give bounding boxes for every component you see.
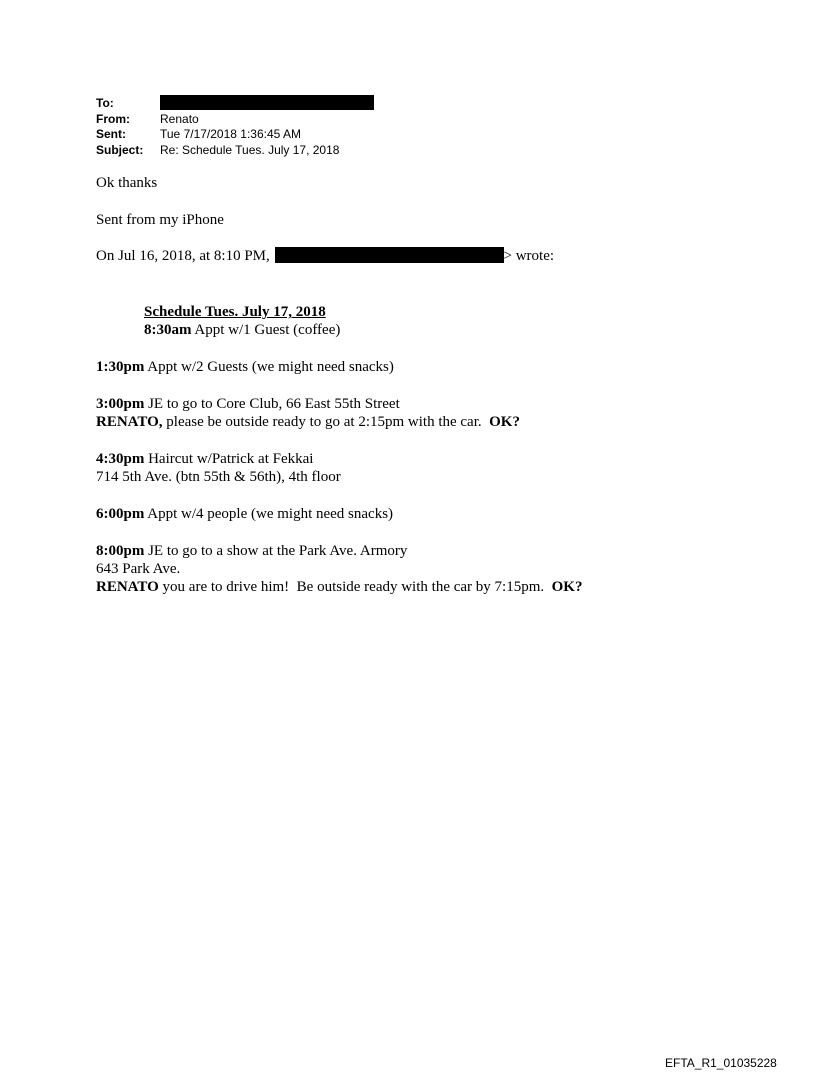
quote-suffix: > wrote: (503, 248, 555, 264)
sent-row (96, 127, 374, 143)
item-time: 4:30pm (96, 451, 145, 467)
schedule-item (96, 395, 400, 414)
note-text: you are to drive him! Be outside ready with the car by 7:15pm. (158, 579, 552, 595)
document-id: EFTA_R1_01035228 (665, 1056, 777, 1070)
schedule-item (96, 505, 393, 524)
note-ok: OK? (551, 579, 583, 595)
item-text: Appt w/4 people (we might need snacks) (144, 506, 394, 522)
item-text: JE to go to a show at the Park Ave. Armory (144, 543, 408, 559)
schedule-title (144, 303, 326, 322)
item-text: Appt w/1 Guest (coffee) (191, 322, 341, 338)
from-row (96, 112, 374, 128)
note-name: RENATO, (96, 414, 163, 430)
subject-value: Re: Schedule Tues. July 17, 2018 (160, 142, 340, 157)
item-address: 643 Park Ave. (96, 561, 181, 577)
item-text: Appt w/2 Guests (we might need snacks) (144, 359, 394, 375)
item-time: 3:00pm (96, 396, 145, 412)
item-time: 1:30pm (96, 359, 145, 375)
item-time: 8:00pm (96, 543, 145, 559)
schedule-item (96, 450, 313, 469)
from-label: From: (96, 111, 130, 126)
quote-prefix: On Jul 16, 2018, at 8:10 PM, (96, 248, 270, 264)
note-ok: OK? (489, 414, 520, 430)
schedule-item (96, 358, 394, 377)
item-time: 6:00pm (96, 506, 145, 522)
item-text: Haircut w/Patrick at Fekkai (144, 451, 314, 467)
item-text: JE to go to Core Club, 66 East 55th Street (144, 396, 400, 412)
sent-label: Sent: (96, 127, 126, 141)
schedule-item (96, 542, 407, 561)
from-value: Renato (160, 111, 199, 126)
sent-value: Tue 7/17/2018 1:36:45 AM (160, 127, 301, 141)
sender-redaction (275, 247, 504, 263)
reply-text: Ok thanks (96, 175, 158, 191)
item-address: 714 5th Ave. (btn 55th & 56th), 4th floor (96, 469, 341, 485)
to-label: To: (96, 96, 114, 110)
schedule-item (144, 321, 340, 340)
subject-row (96, 143, 374, 159)
subject-label: Subject: (96, 142, 144, 157)
to-row (96, 96, 374, 112)
signature-text: Sent from my iPhone (96, 212, 224, 228)
schedule-note (96, 413, 520, 432)
item-time: 8:30am (144, 322, 192, 338)
schedule-title-text: Schedule Tues. July 17, 2018 (144, 304, 326, 320)
email-header (96, 96, 374, 158)
to-redaction (160, 95, 374, 110)
quote-header (96, 247, 554, 266)
note-text: please be outside ready to go at 2:15pm with the car. (162, 414, 490, 430)
note-name: RENATO (96, 579, 159, 595)
schedule-note (96, 578, 582, 597)
